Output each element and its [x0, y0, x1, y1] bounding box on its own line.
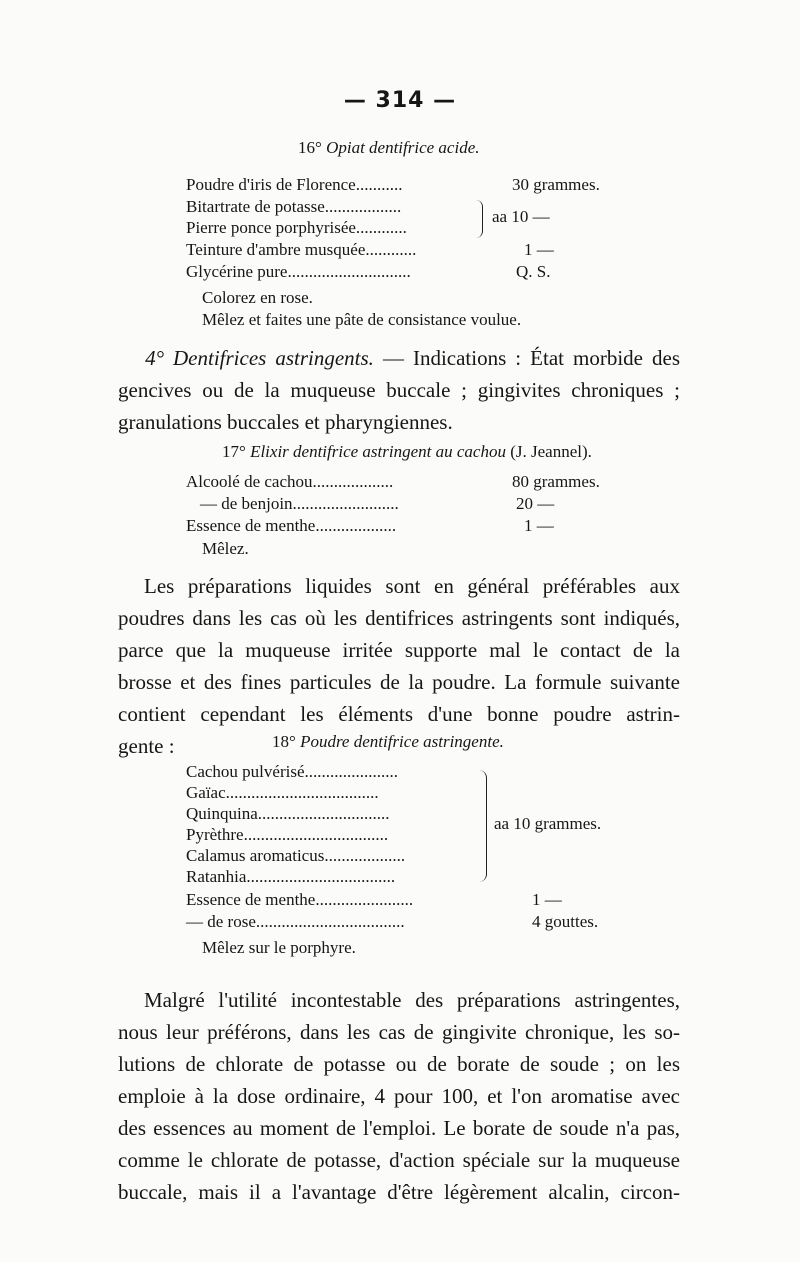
formula-16-note: Mêlez et faites une pâte de consistance voulue. [202, 310, 522, 329]
formula-16-note: Colorez en rose. [202, 288, 313, 307]
formula-16-title [298, 138, 480, 158]
formula-17-qty: 20 — [516, 494, 555, 513]
formula-16-row: Bitartrate de potasse.................. [186, 197, 402, 216]
formula-17-qty: 80 grammes. [512, 472, 600, 491]
formula-17-row: — de benjoin......................... [200, 494, 399, 513]
formula-18-number: 18° [272, 732, 296, 751]
formula-17-author: (J. Jeannel). [510, 442, 592, 461]
formula-18-row: Cachou pulvérisé...................... [186, 762, 398, 781]
formula-17-row: Alcoolé de cachou................... [186, 472, 394, 491]
section-4-heading: 4° Dentifrices astringents. [145, 346, 374, 370]
formula-18-note: Mêlez sur le porphyre. [202, 938, 356, 957]
formula-16-row: Pierre ponce porphyrisée............ [186, 218, 407, 237]
formula-16-qty: 1 — [524, 240, 554, 259]
formula-16-number: 16° [298, 138, 322, 157]
formula-18-qty: 4 gouttes. [532, 912, 599, 931]
paragraph-astringent-preparations: Malgré l'utilité incontestable des préparations astringentes, nous leur préférons, dans les cas de gingivite chronique, les so- lutions de chlorate de potasse ou de borate de soude ; on les emploie à la dose ordinaire, 4 pour 100, et l'on aromatise avec des essences au moment de l'emploi. Le borate de soude n'a pas, comme le chlorate de potasse, d'action spéciale sur la muqueuse buccale, mais il a l'avantage d'être légèrement alcalin, circon- [118, 988, 680, 1204]
formula-16-brace [476, 200, 483, 238]
formula-17-note: Mêlez. [202, 539, 249, 558]
formula-17-name: Elixir dentifrice astringent au cachou [250, 442, 506, 461]
formula-16-row: Glycérine pure............................. [186, 262, 411, 281]
formula-18-brace [478, 770, 487, 882]
formula-18-row: Calamus aromaticus................... [186, 846, 406, 865]
formula-18-row: Essence de menthe....................... [186, 890, 414, 909]
formula-16-qty: Q. S. [516, 262, 551, 281]
formula-17-number: 17° [222, 442, 246, 461]
formula-16-qty: 30 grammes. [512, 175, 600, 194]
paragraph-liquid-preparations: Les préparations liquides sont en général préférables aux poudres dans les cas où les dentifrices astringents sont indiqués, parce que la muqueuse irritée supporte mal le contact de la brosse et des fines particules de la poudre. La formule suivante contient cependant les éléments d'une bonne poudre astrin- gente : [118, 574, 680, 758]
formula-18-brace-qty: aa 10 grammes. [494, 814, 602, 833]
formula-16-name: Opiat dentifrice acide. [326, 138, 480, 157]
formula-16-row: Teinture d'ambre musquée............ [186, 240, 417, 259]
formula-18-row: Pyrèthre.................................. [186, 825, 389, 844]
page-number: — 314 — [343, 88, 457, 113]
formula-18-row: — de rose................................... [186, 912, 405, 931]
formula-17-row: Essence de menthe................... [186, 516, 397, 535]
formula-18-row: Gaïac.................................... [186, 783, 379, 802]
formula-18-name: Poudre dentifrice astringente. [300, 732, 504, 751]
formula-16-row: Poudre d'iris de Florence........... [186, 175, 403, 194]
formula-18-row: Ratanhia................................... [186, 867, 396, 886]
formula-17-title [222, 442, 592, 462]
formula-17-qty: 1 — [524, 516, 554, 535]
formula-18-qty: 1 — [532, 890, 562, 909]
formula-18-row: Quinquina............................... [186, 804, 390, 823]
formula-16-brace-qty: aa 10 — [492, 207, 550, 226]
section-4-paragraph: 4° Dentifrices astringents. — Indications : État morbide des gencives ou de la muqueuse buccale ; gingivites chroniques ; granulations buccales et pharyngiennes. [118, 346, 680, 434]
formula-18-title [272, 732, 504, 752]
